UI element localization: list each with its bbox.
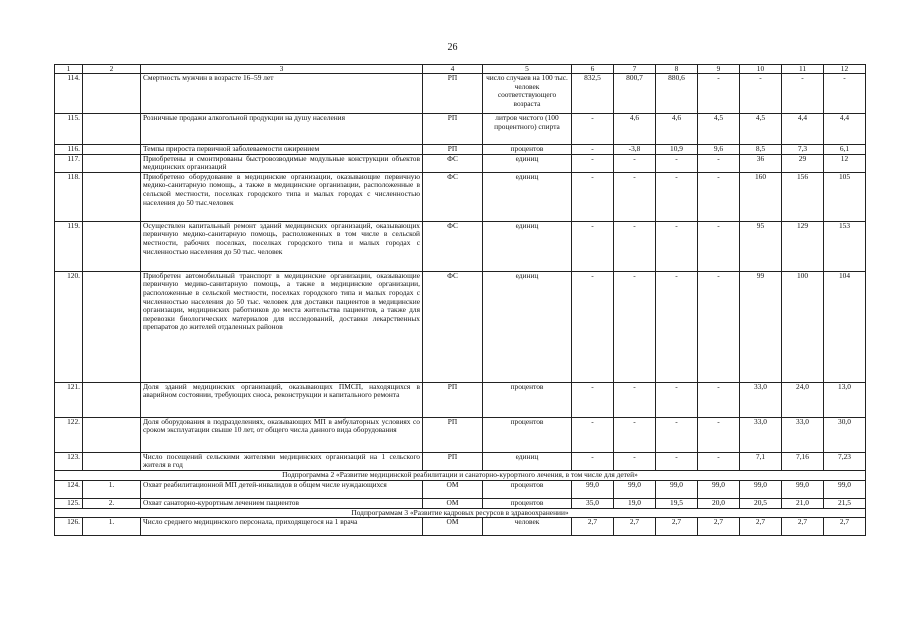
source-code: ОМ (423, 518, 483, 536)
value-cell: 20,0 (698, 498, 740, 508)
unit: единиц (483, 452, 572, 470)
value-cell: - (572, 417, 614, 452)
indicator-name: Розничные продажи алкогольной продукции на душу населения (141, 114, 423, 145)
value-cell: - (572, 452, 614, 470)
value-cell: - (698, 221, 740, 271)
value-cell: 880,6 (656, 74, 698, 114)
indicators-table (54, 64, 866, 536)
row-number: 118. (55, 172, 83, 221)
source-code: РП (423, 74, 483, 114)
sub-number (83, 74, 141, 114)
value-cell: 99,0 (740, 480, 782, 498)
indicator-name: Охват реабилитационной МП детей-инвалидов в общем числе нуждающихся (141, 480, 423, 498)
value-cell: 4,6 (614, 114, 656, 145)
table-row (55, 382, 866, 417)
value-cell: - (614, 382, 656, 417)
sub-number (83, 172, 141, 221)
column-number: 6 (572, 65, 614, 74)
value-cell: 832,5 (572, 74, 614, 114)
value-cell: - (614, 452, 656, 470)
indicator-name: Доля оборудования в подразделениях, оказывающих МП в амбулаторных условиях со сроком эксплуатации свыше 10 лет, от общего числа данного вида оборудования (141, 417, 423, 452)
value-cell: - (698, 172, 740, 221)
source-code: РП (423, 452, 483, 470)
value-cell: - (740, 74, 782, 114)
table-row (55, 145, 866, 155)
value-cell: 2,7 (824, 518, 866, 536)
indicator-name: Приобретены и смонтированы быстровозводимые модульные конструкции объектов медицинских организаций (141, 154, 423, 172)
row-number: 119. (55, 221, 83, 271)
value-cell: 4,4 (782, 114, 824, 145)
column-number: 8 (656, 65, 698, 74)
unit: единиц (483, 154, 572, 172)
value-cell: 35,0 (572, 498, 614, 508)
value-cell: - (572, 271, 614, 382)
unit: единиц (483, 271, 572, 382)
column-number: 12 (824, 65, 866, 74)
value-cell: 19,5 (656, 498, 698, 508)
source-code: РП (423, 417, 483, 452)
unit: процентов (483, 480, 572, 498)
value-cell: - (656, 452, 698, 470)
value-cell: 10,9 (656, 145, 698, 155)
subprogram-title: Подпрограмма 2 «Развитие медицинской реабилитации и санаторно-курортного лечения, в том числе для детей» (55, 470, 866, 480)
table-row (55, 154, 866, 172)
sub-number: 2. (83, 498, 141, 508)
value-cell: 99,0 (614, 480, 656, 498)
value-cell: 100 (782, 271, 824, 382)
unit: процентов (483, 417, 572, 452)
unit: единиц (483, 221, 572, 271)
source-code: РП (423, 382, 483, 417)
value-cell: - (572, 172, 614, 221)
sub-number: 1. (83, 480, 141, 498)
value-cell: - (698, 382, 740, 417)
unit: процентов (483, 145, 572, 155)
value-cell: - (656, 417, 698, 452)
value-cell: 2,7 (782, 518, 824, 536)
value-cell: 7,16 (782, 452, 824, 470)
value-cell: 95 (740, 221, 782, 271)
value-cell: 7,1 (740, 452, 782, 470)
column-number: 9 (698, 65, 740, 74)
unit: процентов (483, 382, 572, 417)
table-row (55, 271, 866, 382)
value-cell: 4,6 (656, 114, 698, 145)
value-cell: 156 (782, 172, 824, 221)
indicator-name: Осуществлен капитальный ремонт зданий медицинских организаций, оказывающих первичную медико-санитарную помощь, расположенных в том числе в сельской местности, рабочих поселках, поселках городского типа и малых городах с численностью населения до 50 тыс. человек (141, 221, 423, 271)
indicator-name: Смертность мужчин в возрасте 16–59 лет (141, 74, 423, 114)
indicator-name: Число посещений сельскими жителями медицинских организаций на 1 сельского жителя в год (141, 452, 423, 470)
value-cell: - (656, 382, 698, 417)
indicator-name: Охват санаторно-курортным лечением пациентов (141, 498, 423, 508)
source-code: ФС (423, 271, 483, 382)
value-cell: - (698, 452, 740, 470)
source-code: ФС (423, 221, 483, 271)
row-number: 125. (55, 498, 83, 508)
sub-number (83, 221, 141, 271)
value-cell: - (656, 221, 698, 271)
value-cell: - (656, 154, 698, 172)
sub-number (83, 417, 141, 452)
column-number: 3 (141, 65, 423, 74)
value-cell: - (572, 145, 614, 155)
value-cell: 99,0 (782, 480, 824, 498)
sub-number: 1. (83, 518, 141, 536)
unit: человек (483, 518, 572, 536)
page-number: 26 (447, 42, 458, 53)
table-row (55, 172, 866, 221)
table-row (55, 498, 866, 508)
source-code: ОМ (423, 498, 483, 508)
row-number: 124. (55, 480, 83, 498)
row-number: 115. (55, 114, 83, 145)
value-cell: - (656, 172, 698, 221)
sub-number (83, 452, 141, 470)
value-cell: 7,3 (782, 145, 824, 155)
indicator-name: Приобретен автомобильный транспорт в медицинские организации, оказывающие первичную медико-санитарную помощь, а также в медицинские организации, расположенные в сельской местности, поселках городского типа и малых городах с численностью населения до 50 тыс. человек для доставки пациентов в медицинские организации, медицинских работников до места жительства пациентов, а также для перевозки биологических материалов для исследований, доставки лекарственных препаратов до жителей отдаленных районов (141, 271, 423, 382)
row-number: 121. (55, 382, 83, 417)
indicator-name: Доля зданий медицинских организаций, оказывающих ПМСП, находящихся в аварийном состоянии, требующих сноса, реконструкции и капитального ремонта (141, 382, 423, 417)
unit: единиц (483, 172, 572, 221)
column-number: 7 (614, 65, 656, 74)
column-number: 1 (55, 65, 83, 74)
unit: число случаев на 100 тыс. человек соответствующего возраста (483, 74, 572, 114)
value-cell: 8,5 (740, 145, 782, 155)
unit: литров чистого (100 процентного) спирта (483, 114, 572, 145)
source-code: ФС (423, 154, 483, 172)
sub-number (83, 382, 141, 417)
table-row (55, 221, 866, 271)
value-cell: 7,23 (824, 452, 866, 470)
value-cell: 4,5 (698, 114, 740, 145)
value-cell: 99,0 (698, 480, 740, 498)
subprogram-title: Подпрограммам 3 «Развитие кадровых ресурсов в здравоохранении» (55, 508, 866, 518)
column-number: 5 (483, 65, 572, 74)
value-cell: 2,7 (572, 518, 614, 536)
source-code: ФС (423, 172, 483, 221)
value-cell: - (698, 417, 740, 452)
column-number: 2 (83, 65, 141, 74)
value-cell: - (614, 417, 656, 452)
value-cell: 105 (824, 172, 866, 221)
value-cell: 24,0 (782, 382, 824, 417)
value-cell: 33,0 (782, 417, 824, 452)
value-cell: 2,7 (740, 518, 782, 536)
table-row (55, 480, 866, 498)
value-cell: -3,8 (614, 145, 656, 155)
subprogram-row (55, 508, 866, 518)
row-number: 123. (55, 452, 83, 470)
value-cell: 4,4 (824, 114, 866, 145)
value-cell: 21,0 (782, 498, 824, 508)
value-cell: 6,1 (824, 145, 866, 155)
source-code: РП (423, 114, 483, 145)
value-cell: 20,5 (740, 498, 782, 508)
sub-number (83, 271, 141, 382)
value-cell: - (614, 154, 656, 172)
value-cell: - (614, 172, 656, 221)
value-cell: 99,0 (572, 480, 614, 498)
value-cell: 29 (782, 154, 824, 172)
column-number: 10 (740, 65, 782, 74)
value-cell: 12 (824, 154, 866, 172)
sub-number (83, 145, 141, 155)
value-cell: 2,7 (614, 518, 656, 536)
value-cell: 9,6 (698, 145, 740, 155)
subprogram-row (55, 470, 866, 480)
value-cell: - (614, 271, 656, 382)
value-cell: - (698, 74, 740, 114)
sub-number (83, 154, 141, 172)
value-cell: 800,7 (614, 74, 656, 114)
value-cell: 99,0 (824, 480, 866, 498)
row-number: 120. (55, 271, 83, 382)
value-cell: 36 (740, 154, 782, 172)
value-cell: 99,0 (656, 480, 698, 498)
table-row (55, 74, 866, 114)
indicator-name: Приобретено оборудование в медицинские организации, оказывающие первичную медико-санитарную помощь, а также в медицинские организации, расположенные в сельской местности, поселках городского типа и малых городах с численностью населения до 50 тыс.человек (141, 172, 423, 221)
value-cell: - (572, 154, 614, 172)
source-code: ОМ (423, 480, 483, 498)
value-cell: 21,5 (824, 498, 866, 508)
value-cell: 19,0 (614, 498, 656, 508)
row-number: 126. (55, 518, 83, 536)
value-cell: - (824, 74, 866, 114)
table-row (55, 417, 866, 452)
table-row (55, 518, 866, 536)
value-cell: 99 (740, 271, 782, 382)
value-cell: - (572, 114, 614, 145)
source-code: РП (423, 145, 483, 155)
row-number: 117. (55, 154, 83, 172)
value-cell: 153 (824, 221, 866, 271)
value-cell: 160 (740, 172, 782, 221)
value-cell: - (656, 271, 698, 382)
indicator-name: Число среднего медицинского персонала, приходящегося на 1 врача (141, 518, 423, 536)
column-number: 4 (423, 65, 483, 74)
value-cell: - (698, 154, 740, 172)
row-number: 116. (55, 145, 83, 155)
value-cell: - (614, 221, 656, 271)
value-cell: 13,0 (824, 382, 866, 417)
value-cell: - (572, 382, 614, 417)
value-cell: 30,0 (824, 417, 866, 452)
unit: процентов (483, 498, 572, 508)
table-row (55, 114, 866, 145)
value-cell: - (572, 221, 614, 271)
value-cell: 104 (824, 271, 866, 382)
value-cell: 2,7 (698, 518, 740, 536)
row-number: 122. (55, 417, 83, 452)
column-number: 11 (782, 65, 824, 74)
value-cell: 129 (782, 221, 824, 271)
indicator-name: Темпы прироста первичной заболеваемости ожирением (141, 145, 423, 155)
table-row (55, 452, 866, 470)
value-cell: 2,7 (656, 518, 698, 536)
value-cell: 4,5 (740, 114, 782, 145)
row-number: 114. (55, 74, 83, 114)
value-cell: 33,0 (740, 382, 782, 417)
value-cell: - (698, 271, 740, 382)
value-cell: - (782, 74, 824, 114)
sub-number (83, 114, 141, 145)
value-cell: 33,0 (740, 417, 782, 452)
column-number-row (55, 65, 866, 74)
